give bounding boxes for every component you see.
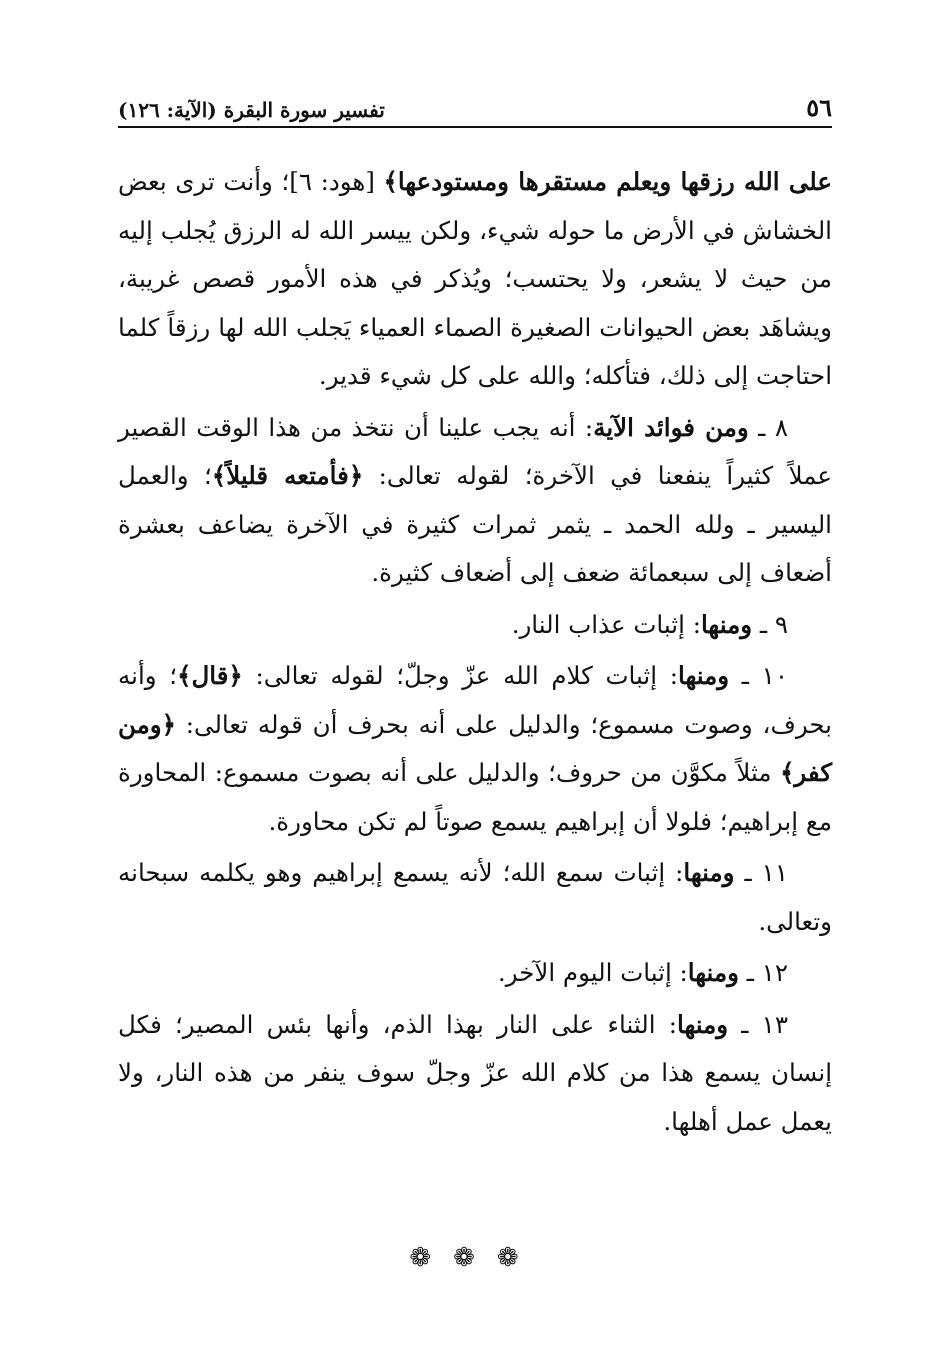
paragraph-text: : إثبات كلام الله عزّ وجلّ؛ لقوله تعالى: xyxy=(242,661,678,690)
paragraph-benefit-8 xyxy=(118,404,832,598)
paragraph-text: : الثناء على النار بهذا الذم، وأنها بئس المصير؛ فكل إنسان يسمع هذا من كلام الله عزّ وجلّ سوف ينفر من هذه النار، ولا يعمل عمل أهلها. xyxy=(118,1009,832,1136)
quran-quote: ﴿فأمتعه قليلاً﴾ xyxy=(211,461,364,490)
item-number: ٨ ـ xyxy=(748,412,788,442)
paragraph-text: : إثبات سمع الله؛ لأنه يسمع إبراهيم وهو يكلمه سبحانه وتعالى. xyxy=(118,858,832,936)
item-heading: ومنها xyxy=(676,1009,729,1039)
quran-quote: على الله رزقها ويعلم مستقرها ومستودعها﴾ xyxy=(383,167,832,196)
item-heading: ومن فوائد الآية xyxy=(593,412,749,442)
item-number: ١٠ ـ xyxy=(729,661,788,690)
paragraph-benefit-12 xyxy=(118,949,832,998)
paragraph-benefit-10 xyxy=(118,652,832,846)
paragraph-text: ؛ وأنه بحرف، وصوت مسموع؛ والدليل على أنه بحرف أن قوله تعالى: xyxy=(118,661,832,739)
quran-quote: ﴿قال﴾ xyxy=(177,661,243,690)
paragraph-benefit-9 xyxy=(118,601,832,650)
page-number: ٥٦ xyxy=(806,93,832,122)
paragraph-continuation xyxy=(118,158,832,401)
page-header xyxy=(118,84,832,128)
item-heading: ومنها xyxy=(677,661,730,690)
paragraph-text: : أنه يجب علينا أن نتخذ من هذا الوقت القصير عملاً كثيراً ينفعنا في الآخرة؛ لقوله تعالى: xyxy=(118,412,833,490)
quran-quote: ﴿ومن كفر﴾ xyxy=(118,709,832,787)
paragraph-text: ؛ والعمل اليسير ـ ولله الحمد ـ يثمر ثمرات كثيرة في الآخرة يضاعف بعشرة أضعاف إلى سبعمائة ضعف إلى أضعاف كثيرة. xyxy=(118,461,832,587)
item-number: ١٣ ـ xyxy=(728,1009,788,1039)
item-number: ٩ ـ xyxy=(752,609,788,639)
running-title: تفسير سورة البقرة (الآية: ١٢٦) xyxy=(118,98,385,122)
item-heading: ومنها xyxy=(683,858,735,887)
paragraph-text: : إثبات اليوم الآخر. xyxy=(497,958,688,987)
item-heading: ومنها xyxy=(687,958,739,987)
body-text xyxy=(118,158,832,1149)
item-number: ١٢ ـ xyxy=(738,958,788,987)
item-number: ١١ ـ xyxy=(734,858,788,887)
paragraph-benefit-13 xyxy=(118,1001,832,1147)
paragraph-text: : إثبات عذاب النار. xyxy=(511,609,701,639)
paragraph-benefit-11 xyxy=(118,849,832,946)
section-end-ornament: ❁❁❁ xyxy=(409,1243,541,1273)
paragraph-text: [هود: ٦]؛ وأنت ترى بعض الخشاش في الأرض ما حوله شيء، ولكن ييسر الله له الرزق يُجلب إليه من حيث لا يشعر، ولا يحتسب؛ ويُذكر في هذه الأمور قصص غريبة، ويشاهَد بعض الحيوانات الصغيرة الصماء العمياء يَجلب الله لها رزقاً كلما احتاجت إلى ذلك، فتأكله؛ والله على كل شيء قدير. xyxy=(118,167,832,390)
paragraph-text: مثلاً مكوَّن من حروف؛ والدليل على أنه بصوت مسموع: المحاورة مع إبراهيم؛ فلولا أن إبراهيم يسمع صوتاً لم تكن محاورة. xyxy=(118,758,832,836)
item-heading: ومنها xyxy=(700,609,753,639)
